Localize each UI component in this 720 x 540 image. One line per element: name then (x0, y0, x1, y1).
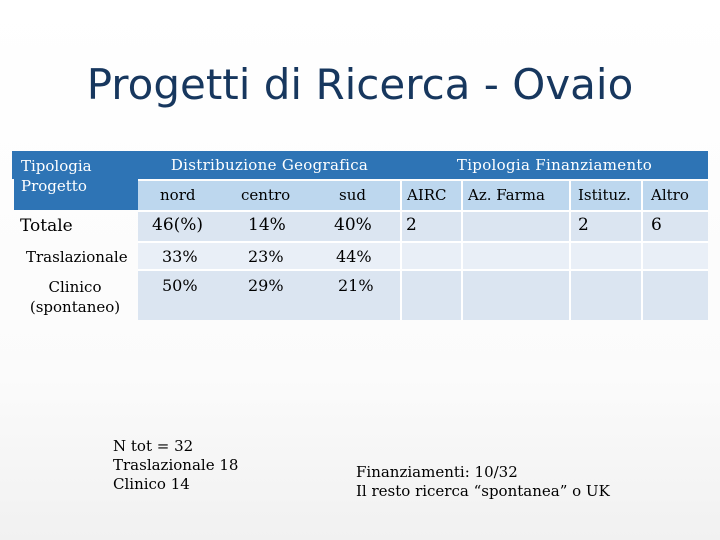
row-label-totale: Totale (20, 216, 73, 236)
cell-totale-airc: 2 (406, 215, 417, 235)
cell-totale-sud: 40% (334, 215, 372, 235)
note-clinico: Clinico 14 (113, 475, 190, 493)
cell-totale-centro: 14% (248, 215, 286, 235)
cell-traslazionale-centro: 23% (248, 247, 284, 266)
cell-traslazionale-sud: 44% (336, 247, 372, 266)
subheader-istituz: Istituz. (578, 186, 631, 204)
note-finanziamenti: Finanziamenti: 10/32 (356, 463, 518, 481)
cell-totale-istituz: 2 (578, 215, 589, 235)
subheader-centro: centro (241, 186, 291, 204)
cell-clinico-centro: 29% (248, 276, 284, 295)
header-finanziamento: Tipologia Finanziamento (456, 156, 653, 174)
subheader-az-farma: Az. Farma (468, 186, 545, 204)
header-distribuzione: Distribuzione Geografica (170, 156, 369, 174)
subheader-altro: Altro (651, 186, 689, 204)
note-resto-ricerca: Il resto ricerca “spontanea” o UK (356, 482, 610, 500)
cell-totale-nord: 46(%) (152, 215, 204, 235)
notes-left (113, 437, 238, 494)
note-traslazionale: Traslazionale 18 (113, 456, 239, 474)
row-label-clinico: Clinico (spontaneo) (29, 278, 121, 316)
cell-clinico-nord: 50% (162, 276, 198, 295)
notes-right (356, 463, 610, 501)
header-tipologia-progetto: Tipologia Progetto (21, 157, 92, 195)
row-label-traslazionale: Traslazionale (26, 248, 128, 266)
note-n-tot: N tot = 32 (113, 437, 194, 455)
subheader-airc: AIRC (407, 186, 447, 204)
cell-traslazionale-nord: 33% (162, 247, 198, 266)
subheader-sud: sud (339, 186, 366, 204)
cell-clinico-sud: 21% (338, 276, 374, 295)
subheader-nord: nord (160, 186, 196, 204)
cell-totale-altro: 6 (651, 215, 662, 235)
page-title: Progetti di Ricerca - Ovaio (86, 60, 634, 109)
